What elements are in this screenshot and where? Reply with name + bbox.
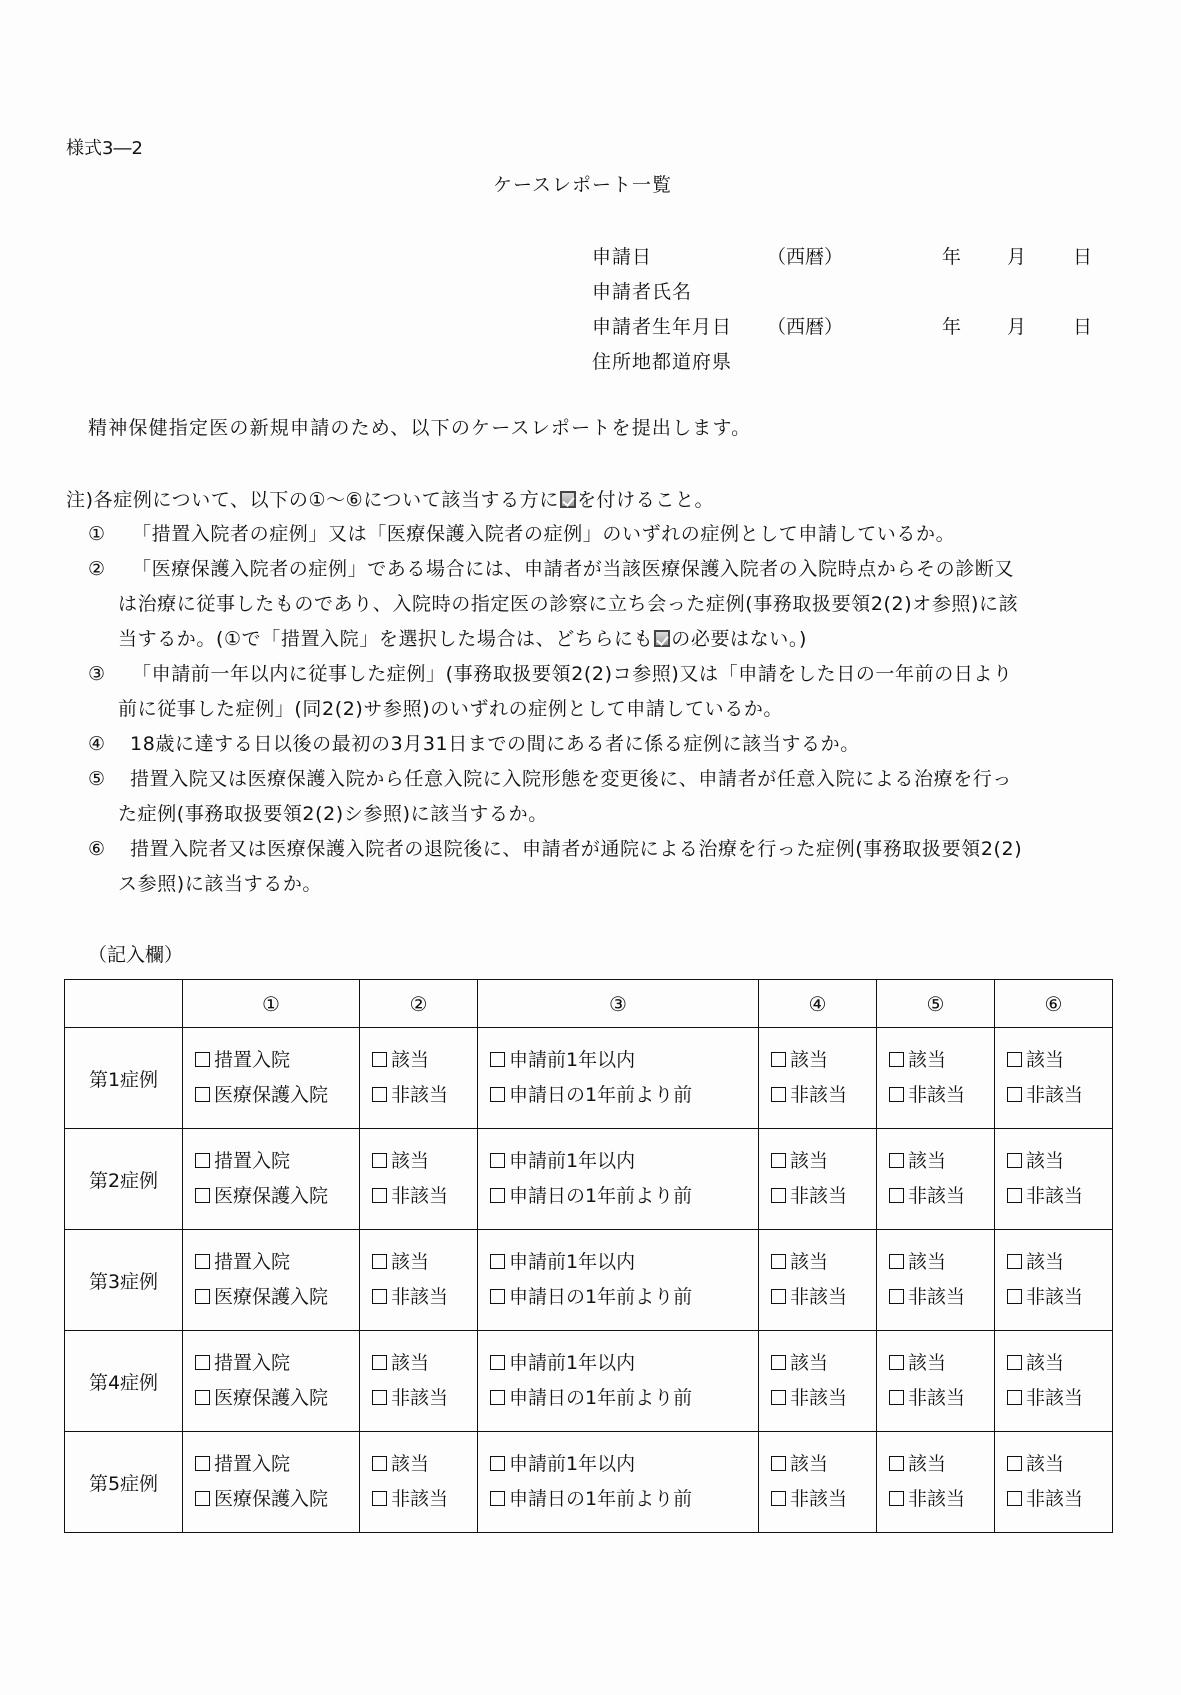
checkbox-option[interactable] bbox=[759, 1179, 876, 1214]
checkbox-label: 非該当 bbox=[790, 1488, 848, 1510]
checkbox-label: 該当 bbox=[908, 1352, 947, 1374]
month-label: 月 bbox=[1007, 316, 1027, 338]
checkbox-option[interactable] bbox=[995, 1043, 1112, 1078]
checkbox[interactable] bbox=[490, 1087, 505, 1102]
checkbox-label: 該当 bbox=[790, 1049, 829, 1071]
checkbox-option[interactable] bbox=[183, 1346, 359, 1381]
checkbox-label: 非該当 bbox=[790, 1084, 848, 1106]
case-cell-4 bbox=[759, 1028, 877, 1129]
case-cell-6 bbox=[995, 1432, 1113, 1533]
applicant-info bbox=[592, 240, 1112, 380]
case-label: 第2症例 bbox=[65, 1129, 183, 1230]
case-report-table bbox=[64, 979, 1113, 1533]
notes-heading: 注)各症例について、以下の①～⑥について該当する方に を付けること。 bbox=[66, 489, 715, 511]
table-header-row bbox=[65, 980, 1113, 1028]
checkbox[interactable] bbox=[771, 1153, 786, 1168]
case-cell-6 bbox=[995, 1331, 1113, 1432]
checkbox-option[interactable] bbox=[183, 1482, 359, 1517]
checkbox-option[interactable] bbox=[360, 1144, 477, 1179]
checkbox-option[interactable] bbox=[877, 1245, 994, 1280]
checkbox-label: 該当 bbox=[790, 1453, 829, 1475]
checkbox-label: 非該当 bbox=[391, 1488, 449, 1510]
checkbox[interactable] bbox=[372, 1153, 387, 1168]
checkbox-option[interactable] bbox=[478, 1245, 758, 1280]
checkbox-label: 非該当 bbox=[1026, 1084, 1084, 1106]
header-col-6: ⑥ bbox=[995, 980, 1113, 1028]
checkbox-option[interactable] bbox=[995, 1179, 1112, 1214]
checkbox-label: 非該当 bbox=[1026, 1185, 1084, 1207]
checkbox[interactable] bbox=[195, 1153, 210, 1168]
checkbox-label: 申請前1年以内 bbox=[509, 1453, 636, 1475]
checkbox-label: 申請前1年以内 bbox=[509, 1352, 636, 1374]
case-cell-6 bbox=[995, 1028, 1113, 1129]
checkbox-option[interactable] bbox=[759, 1144, 876, 1179]
checkbox-label: 申請日の1年前より前 bbox=[509, 1286, 693, 1308]
case-cell-6 bbox=[995, 1230, 1113, 1331]
checkbox[interactable] bbox=[490, 1355, 505, 1370]
applicant-name-row bbox=[592, 275, 1112, 310]
case-cell-4 bbox=[759, 1129, 877, 1230]
checkbox-label: 申請前1年以内 bbox=[509, 1049, 636, 1071]
checkbox-label: 該当 bbox=[1026, 1049, 1065, 1071]
checkbox[interactable] bbox=[1007, 1289, 1022, 1304]
case-cell-2 bbox=[360, 1230, 478, 1331]
checkbox-option[interactable] bbox=[478, 1144, 758, 1179]
checkbox-option[interactable] bbox=[360, 1280, 477, 1315]
form-number: 様式3―2 bbox=[66, 138, 143, 159]
checkbox[interactable] bbox=[372, 1491, 387, 1506]
checkbox[interactable] bbox=[195, 1390, 210, 1405]
applicant-name-label: 申請者氏名 bbox=[592, 281, 693, 303]
page-title: ケースレポート一覧 bbox=[493, 174, 673, 196]
header-blank bbox=[65, 980, 183, 1028]
checkbox[interactable] bbox=[490, 1254, 505, 1269]
header-col-2: ② bbox=[360, 980, 478, 1028]
checkbox[interactable] bbox=[490, 1289, 505, 1304]
checkbox-label: 申請前1年以内 bbox=[509, 1150, 636, 1172]
checkbox[interactable] bbox=[490, 1188, 505, 1203]
checkbox[interactable] bbox=[490, 1153, 505, 1168]
checkbox[interactable] bbox=[889, 1188, 904, 1203]
checkbox[interactable] bbox=[889, 1355, 904, 1370]
checkbox-label: 該当 bbox=[1026, 1352, 1065, 1374]
case-cell-2 bbox=[360, 1129, 478, 1230]
era-label: （西暦） bbox=[767, 246, 844, 268]
checkbox[interactable] bbox=[889, 1491, 904, 1506]
checkbox-option[interactable] bbox=[478, 1346, 758, 1381]
checkbox-option[interactable] bbox=[183, 1144, 359, 1179]
entry-section-label: （記入欄） bbox=[88, 944, 184, 966]
checkbox-option[interactable] bbox=[877, 1280, 994, 1315]
case-cell-1 bbox=[183, 1230, 360, 1331]
checkbox-option[interactable] bbox=[183, 1280, 359, 1315]
checkbox-label: 非該当 bbox=[908, 1185, 966, 1207]
checkbox-label: 措置入院 bbox=[214, 1049, 291, 1071]
case-cell-3 bbox=[478, 1028, 759, 1129]
case-cell-1 bbox=[183, 1331, 360, 1432]
checkbox-option[interactable] bbox=[759, 1280, 876, 1315]
checkbox-label: 該当 bbox=[391, 1251, 430, 1273]
checkbox-label: 該当 bbox=[1026, 1251, 1065, 1273]
case-cell-3 bbox=[478, 1432, 759, 1533]
case-cell-5 bbox=[877, 1432, 995, 1533]
checkbox-label: 措置入院 bbox=[214, 1251, 291, 1273]
checkbox[interactable] bbox=[195, 1355, 210, 1370]
checkbox[interactable] bbox=[372, 1390, 387, 1405]
table-row bbox=[65, 1432, 1113, 1533]
checkbox-option[interactable] bbox=[183, 1043, 359, 1078]
birthdate-row bbox=[592, 310, 1112, 345]
checkbox-option[interactable] bbox=[877, 1043, 994, 1078]
notes-section bbox=[66, 483, 1116, 902]
case-cell-3 bbox=[478, 1331, 759, 1432]
checkbox[interactable] bbox=[490, 1456, 505, 1471]
checkbox-option[interactable] bbox=[360, 1346, 477, 1381]
checkbox-label: 申請日の1年前より前 bbox=[509, 1084, 693, 1106]
checkbox[interactable] bbox=[1007, 1254, 1022, 1269]
checkmark-box-icon bbox=[654, 630, 670, 647]
checkbox-label: 措置入院 bbox=[214, 1453, 291, 1475]
header-col-5: ⑤ bbox=[877, 980, 995, 1028]
checkbox-option[interactable] bbox=[877, 1482, 994, 1517]
day-label: 日 bbox=[1073, 316, 1093, 338]
checkbox[interactable] bbox=[490, 1052, 505, 1067]
application-date-label: 申請日 bbox=[592, 246, 653, 268]
checkbox[interactable] bbox=[195, 1254, 210, 1269]
checkbox[interactable] bbox=[889, 1087, 904, 1102]
checkbox[interactable] bbox=[1007, 1188, 1022, 1203]
checkbox-option[interactable] bbox=[478, 1447, 758, 1482]
checkbox-label: 非該当 bbox=[908, 1488, 966, 1510]
checkbox[interactable] bbox=[889, 1052, 904, 1067]
checkbox[interactable] bbox=[195, 1491, 210, 1506]
checkbox-option[interactable] bbox=[360, 1043, 477, 1078]
checkbox[interactable] bbox=[771, 1087, 786, 1102]
checkbox-option[interactable] bbox=[995, 1447, 1112, 1482]
case-cell-6 bbox=[995, 1129, 1113, 1230]
checkbox-option[interactable] bbox=[759, 1381, 876, 1416]
checkbox-label: 申請日の1年前より前 bbox=[509, 1488, 693, 1510]
checkbox[interactable] bbox=[1007, 1390, 1022, 1405]
checkbox-label: 医療保護入院 bbox=[214, 1488, 329, 1510]
checkbox-option[interactable] bbox=[478, 1078, 758, 1113]
checkbox-option[interactable] bbox=[877, 1346, 994, 1381]
checkbox-option[interactable] bbox=[759, 1043, 876, 1078]
checkbox-option[interactable] bbox=[995, 1482, 1112, 1517]
checkmark-box-icon bbox=[560, 491, 576, 508]
case-label: 第1症例 bbox=[65, 1028, 183, 1129]
checkbox-label: 非該当 bbox=[908, 1387, 966, 1409]
checkbox[interactable] bbox=[1007, 1052, 1022, 1067]
checkbox-option[interactable] bbox=[995, 1144, 1112, 1179]
case-cell-3 bbox=[478, 1230, 759, 1331]
checkbox-label: 非該当 bbox=[908, 1286, 966, 1308]
checkbox-option[interactable] bbox=[478, 1381, 758, 1416]
checkbox-option[interactable] bbox=[183, 1078, 359, 1113]
checkbox[interactable] bbox=[889, 1254, 904, 1269]
intro-text: 精神保健指定医の新規申請のため、以下のケースレポートを提出します。 bbox=[88, 417, 752, 439]
checkbox[interactable] bbox=[771, 1456, 786, 1471]
checkbox[interactable] bbox=[1007, 1087, 1022, 1102]
checkbox[interactable] bbox=[372, 1052, 387, 1067]
checkbox-label: 非該当 bbox=[391, 1084, 449, 1106]
case-cell-5 bbox=[877, 1331, 995, 1432]
checkbox[interactable] bbox=[372, 1254, 387, 1269]
checkbox-label: 非該当 bbox=[790, 1185, 848, 1207]
checkbox-label: 該当 bbox=[1026, 1150, 1065, 1172]
checkbox-option[interactable] bbox=[759, 1447, 876, 1482]
checkbox-option[interactable] bbox=[360, 1078, 477, 1113]
checkbox-option[interactable] bbox=[759, 1078, 876, 1113]
checkbox-option[interactable] bbox=[995, 1381, 1112, 1416]
case-cell-5 bbox=[877, 1129, 995, 1230]
checkbox[interactable] bbox=[372, 1355, 387, 1370]
checkbox-option[interactable] bbox=[995, 1346, 1112, 1381]
case-label: 第3症例 bbox=[65, 1230, 183, 1331]
checkbox[interactable] bbox=[372, 1087, 387, 1102]
checkbox-option[interactable] bbox=[759, 1482, 876, 1517]
prefecture-row bbox=[592, 345, 1112, 380]
checkbox[interactable] bbox=[195, 1188, 210, 1203]
checkbox-label: 申請日の1年前より前 bbox=[509, 1185, 693, 1207]
checkbox[interactable] bbox=[490, 1491, 505, 1506]
year-label: 年 bbox=[942, 246, 962, 268]
checkbox[interactable] bbox=[372, 1188, 387, 1203]
checkbox-label: 申請前1年以内 bbox=[509, 1251, 636, 1273]
note-item-5: ⑤ 措置入院又は医療保護入院から任意入院に入院形態を変更後に、申請者が任意入院による治療を行っ た症例(事務取扱要領2(2)シ参照)に該当するか。 bbox=[88, 768, 1013, 825]
checkbox-option[interactable] bbox=[478, 1280, 758, 1315]
prefecture-label: 住所地都道府県 bbox=[592, 351, 733, 373]
table-row bbox=[65, 1028, 1113, 1129]
checkbox-label: 該当 bbox=[908, 1453, 947, 1475]
case-cell-4 bbox=[759, 1331, 877, 1432]
checkbox[interactable] bbox=[372, 1456, 387, 1471]
case-cell-4 bbox=[759, 1432, 877, 1533]
checkbox-option[interactable] bbox=[877, 1179, 994, 1214]
checkbox[interactable] bbox=[195, 1456, 210, 1471]
checkbox-option[interactable] bbox=[877, 1447, 994, 1482]
month-label: 月 bbox=[1007, 246, 1027, 268]
checkbox-label: 措置入院 bbox=[214, 1352, 291, 1374]
checkbox-label: 医療保護入院 bbox=[214, 1084, 329, 1106]
application-date-row bbox=[592, 240, 1112, 275]
checkbox[interactable] bbox=[1007, 1153, 1022, 1168]
checkbox[interactable] bbox=[195, 1052, 210, 1067]
checkbox-label: 非該当 bbox=[391, 1185, 449, 1207]
checkbox[interactable] bbox=[490, 1390, 505, 1405]
checkbox-option[interactable] bbox=[360, 1179, 477, 1214]
checkbox-option[interactable] bbox=[995, 1078, 1112, 1113]
checkbox-label: 非該当 bbox=[1026, 1286, 1084, 1308]
checkbox-label: 医療保護入院 bbox=[214, 1185, 329, 1207]
checkbox-option[interactable] bbox=[478, 1482, 758, 1517]
case-label: 第5症例 bbox=[65, 1432, 183, 1533]
checkbox[interactable] bbox=[372, 1289, 387, 1304]
checkbox[interactable] bbox=[771, 1491, 786, 1506]
checkbox-label: 該当 bbox=[908, 1049, 947, 1071]
checkbox-option[interactable] bbox=[360, 1245, 477, 1280]
checkbox-option[interactable] bbox=[183, 1245, 359, 1280]
case-cell-2 bbox=[360, 1331, 478, 1432]
checkbox[interactable] bbox=[1007, 1355, 1022, 1370]
case-cell-5 bbox=[877, 1230, 995, 1331]
checkbox-label: 該当 bbox=[790, 1352, 829, 1374]
header-col-4: ④ bbox=[759, 980, 877, 1028]
checkbox-option[interactable] bbox=[995, 1245, 1112, 1280]
checkbox-label: 該当 bbox=[908, 1251, 947, 1273]
case-cell-3 bbox=[478, 1129, 759, 1230]
checkbox-label: 該当 bbox=[391, 1352, 430, 1374]
case-cell-4 bbox=[759, 1230, 877, 1331]
checkbox-option[interactable] bbox=[877, 1078, 994, 1113]
checkbox[interactable] bbox=[771, 1254, 786, 1269]
checkbox-option[interactable] bbox=[183, 1447, 359, 1482]
checkbox-label: 医療保護入院 bbox=[214, 1286, 329, 1308]
checkbox-label: 申請日の1年前より前 bbox=[509, 1387, 693, 1409]
checkbox[interactable] bbox=[771, 1390, 786, 1405]
checkbox-label: 非該当 bbox=[391, 1387, 449, 1409]
checkbox-label: 該当 bbox=[391, 1049, 430, 1071]
checkbox-label: 措置入院 bbox=[214, 1150, 291, 1172]
day-label: 日 bbox=[1073, 246, 1093, 268]
checkbox[interactable] bbox=[1007, 1491, 1022, 1506]
table-row bbox=[65, 1230, 1113, 1331]
checkbox[interactable] bbox=[889, 1456, 904, 1471]
header-col-1: ① bbox=[183, 980, 360, 1028]
checkbox-label: 非該当 bbox=[1026, 1387, 1084, 1409]
checkbox-option[interactable] bbox=[360, 1381, 477, 1416]
case-cell-1 bbox=[183, 1432, 360, 1533]
table-row bbox=[65, 1331, 1113, 1432]
case-cell-5 bbox=[877, 1028, 995, 1129]
case-cell-2 bbox=[360, 1432, 478, 1533]
checkbox-label: 該当 bbox=[790, 1150, 829, 1172]
note-item-2: ② 「医療保護入院者の症例」である場合には、申請者が当該医療保護入院者の入院時点からその診断又 は治療に従事したものであり、入院時の指定医の診察に立ち会った症例(事務取扱要領2(2)オ参照)に該 当するか。(①で「措置入院」を選択した場合は、どちらにも の必要はない。) bbox=[88, 558, 1019, 650]
checkbox-option[interactable] bbox=[183, 1179, 359, 1214]
checkbox[interactable] bbox=[771, 1289, 786, 1304]
checkbox-option[interactable] bbox=[183, 1381, 359, 1416]
case-cell-1 bbox=[183, 1028, 360, 1129]
year-label: 年 bbox=[942, 316, 962, 338]
checkbox-label: 非該当 bbox=[790, 1387, 848, 1409]
checkbox-label: 非該当 bbox=[391, 1286, 449, 1308]
case-label: 第4症例 bbox=[65, 1331, 183, 1432]
era-label: （西暦） bbox=[767, 316, 844, 338]
checkbox[interactable] bbox=[195, 1087, 210, 1102]
checkbox-option[interactable] bbox=[360, 1482, 477, 1517]
checkbox-label: 該当 bbox=[790, 1251, 829, 1273]
checkbox[interactable] bbox=[771, 1052, 786, 1067]
checkbox-option[interactable] bbox=[759, 1245, 876, 1280]
checkbox[interactable] bbox=[771, 1188, 786, 1203]
checkbox-option[interactable] bbox=[478, 1043, 758, 1078]
checkbox[interactable] bbox=[889, 1390, 904, 1405]
checkbox-option[interactable] bbox=[360, 1447, 477, 1482]
checkbox-label: 該当 bbox=[908, 1150, 947, 1172]
checkbox-label: 該当 bbox=[391, 1453, 430, 1475]
note-item-4: ④ 18歳に達する日以後の最初の3月31日までの間にある者に係る症例に該当するか。 bbox=[88, 733, 860, 755]
checkbox-option[interactable] bbox=[478, 1179, 758, 1214]
checkbox[interactable] bbox=[771, 1355, 786, 1370]
checkbox-option[interactable] bbox=[995, 1280, 1112, 1315]
checkbox-label: 非該当 bbox=[908, 1084, 966, 1106]
checkbox[interactable] bbox=[1007, 1456, 1022, 1471]
checkbox-label: 該当 bbox=[1026, 1453, 1065, 1475]
note-item-6: ⑥ 措置入院者又は医療保護入院者の退院後に、申請者が通院による治療を行った症例(事務取扱要領2(2) ス参照)に該当するか。 bbox=[88, 838, 1023, 895]
note-item-1: ① 「措置入院者の症例」又は「医療保護入院者の症例」のいずれの症例として申請しているか。 bbox=[88, 523, 956, 545]
checkbox-label: 該当 bbox=[391, 1150, 430, 1172]
checkbox-label: 非該当 bbox=[1026, 1488, 1084, 1510]
checkbox[interactable] bbox=[195, 1289, 210, 1304]
checkbox[interactable] bbox=[889, 1289, 904, 1304]
checkbox-label: 非該当 bbox=[790, 1286, 848, 1308]
checkbox-label: 医療保護入院 bbox=[214, 1387, 329, 1409]
case-cell-2 bbox=[360, 1028, 478, 1129]
birthdate-label: 申請者生年月日 bbox=[592, 316, 733, 338]
checkbox[interactable] bbox=[889, 1153, 904, 1168]
note-item-3: ③ 「申請前一年以内に従事した症例」(事務取扱要領2(2)コ参照)又は「申請をした日の一年前の日より 前に従事した症例」(同2(2)サ参照)のいずれの症例として申請しているか。 bbox=[88, 663, 1013, 720]
table-row bbox=[65, 1129, 1113, 1230]
checkbox-option[interactable] bbox=[759, 1346, 876, 1381]
case-cell-1 bbox=[183, 1129, 360, 1230]
header-col-3: ③ bbox=[478, 980, 759, 1028]
checkbox-option[interactable] bbox=[877, 1144, 994, 1179]
checkbox-option[interactable] bbox=[877, 1381, 994, 1416]
